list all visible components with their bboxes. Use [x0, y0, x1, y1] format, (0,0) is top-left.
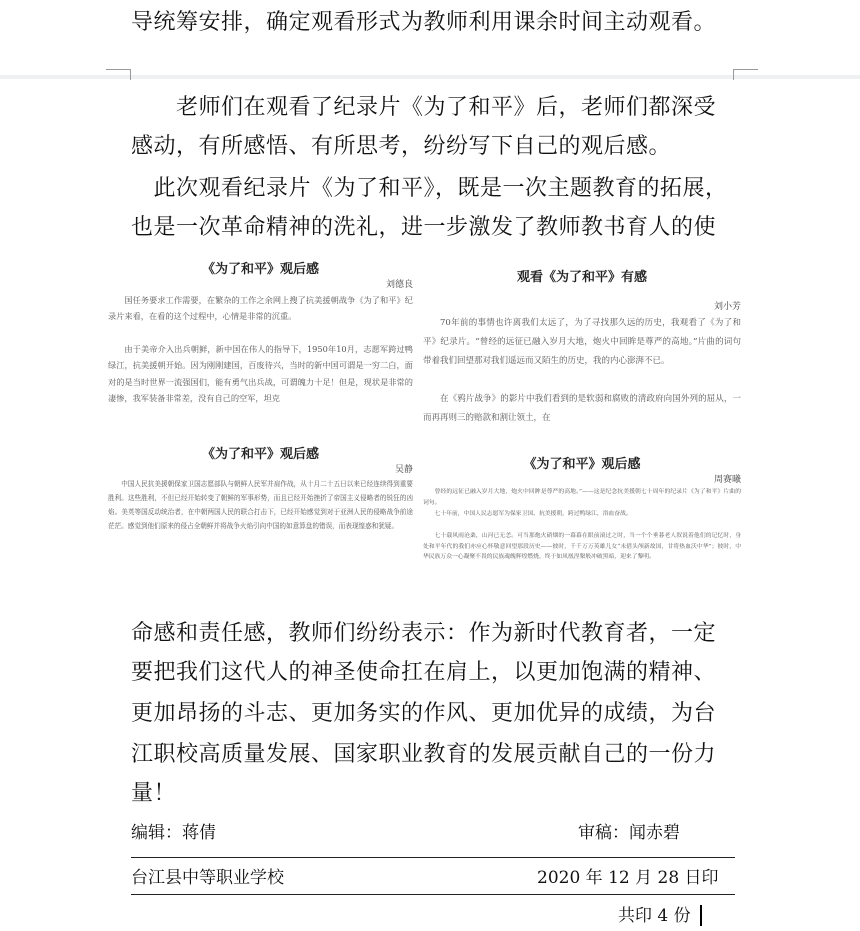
page-corner-mark-right — [733, 69, 758, 80]
article-paragraph: 中国人民抗美援朝保家卫国志愿部队与朝鲜人民军并肩作战，从十月二十五日以来已经连续得到重要胜利。这些胜利，不但已经开始转变了朝鲜的军事形势，而且已经开始挫折了帝国主义侵略者的锐狂的凶焰。美英等国反动统治者，在中朝两国人民的联合打击下，已经开始感觉到对于亚洲人民的侵略战争前途茫茫。感觉到他们原来的侵占全朝鲜并将战争火焰引向中国的如意算盘的错误，而表现惶惑和犹疑。 — [108, 480, 413, 530]
article-paragraph: 由于美帝介入出兵朝鲜，新中国在伟人的指导下，1950年10月，志愿军跨过鸭绿江，抗美援朝开始。因为刚刚建国，百废待兴，当时的新中国可谓是一穷二白，面对的是当时世界一流强国们，能有勇气出兵战，可谓魄力十足！但是，现状是非常的凄惨，我军装备非常差，没有自己的空军，坦克 — [108, 344, 413, 403]
footer-rule-bottom — [131, 894, 735, 895]
print-date: 2020 年 12 月 28 日印 — [537, 868, 719, 888]
article-author: 刘小芳 — [713, 302, 741, 312]
article-image-1 — [108, 259, 413, 439]
editor-credit: 编辑：蒋倩 — [131, 823, 216, 843]
school-name: 台江县中等职业学校 — [131, 868, 284, 888]
article-title: 《为了和平》观后感 — [201, 447, 319, 462]
article-title: 观看《为了和平》有感 — [516, 270, 647, 285]
article-image-2 — [423, 267, 741, 442]
article-author: 周赛曦 — [713, 475, 741, 485]
article-image-4 — [423, 456, 741, 606]
article-title: 《为了和平》观后感 — [523, 457, 641, 472]
article-image-3 — [108, 446, 413, 608]
body-line: 要把我们这代人的神圣使命扛在肩上，以更加饱满的精神、 — [131, 660, 717, 685]
reviewer-credit: 审稿：闻赤碧 — [578, 823, 680, 843]
article-paragraph: 70年前的事情也许离我们太远了，为了寻找那久远的历史，我观看了《为了和平》纪录片。“曾经的远征已融入岁月大地，炮火中回眸是尊严的高地。”片曲的词句带着我们回望那对我们遥远而又陌生的历史，我的内心澎湃不已。 — [423, 318, 741, 366]
previous-page — [0, 0, 860, 76]
previous-page-text: 导统筹安排，确定观看形式为教师利用课余时间主动观看。 — [131, 10, 717, 35]
article-paragraph: 曾经的远征已融入岁月大地，炮火中回眸是尊严的高地。”——这是纪念抗美援朝七十周年的纪录片《为了和平》片曲的词句。 — [423, 489, 741, 506]
body-line: 老师们在观看了纪录片《为了和平》后，老师们都深受 — [131, 95, 717, 120]
body-line: 也是一次革命精神的洗礼，进一步激发了教师教书育人的使 — [131, 215, 717, 240]
footer-rule-top — [131, 857, 735, 858]
body-line: 量！ — [131, 781, 177, 806]
copy-count: 共印 4 份 — [618, 906, 691, 926]
page-corner-mark-left — [106, 69, 131, 80]
article-paragraph: 在《鸦片战争》的影片中我们看到的是软弱和腐败的清政府向国外列的屈从，一而再再则三的赔款和割让领土，在 — [423, 394, 741, 423]
body-line: 感动，有所感悟、有所思考，纷纷写下自己的观后感。 — [131, 134, 672, 159]
article-author: 刘德良 — [385, 280, 413, 290]
body-line: 江职校高质量发展、国家职业教育的发展贡献自己的一份力 — [131, 742, 717, 767]
body-line: 命感和责任感，教师们纷纷表示：作为新时代教育者，一定 — [131, 621, 717, 646]
article-paragraph: 国任务要求工作需要，在繁杂的工作之余网上搜了抗美援朝战争《为了和平》纪录片来看，在看的这个过程中，心情是非常的沉重。 — [108, 295, 413, 322]
article-paragraph: 七十年前，中国人民志愿军为保家卫国、抗美援朝，跨过鸭绿江，浴血奋战。 — [434, 511, 632, 517]
text-cursor — [700, 905, 702, 926]
article-author: 吴静 — [394, 465, 413, 475]
article-paragraph: 七十载风雨沧桑，山河已无恙。可当那炮火硝烟的一幕幕在眼前滚过之时，当一个个垂暮老人叙说着他们的记忆时，身处和平年代的我们亦应心怀敬意回望那段历史——彼时，千千万万英雄儿女“未借头颅新故国，甘将热血沃中华”；彼时，中华民族万众一心凝聚不畏的民族魂魄辉煌燃烧，终于如凤凰涅槃般冲破黑暗，迎来了黎明。 — [423, 533, 741, 561]
body-line: 此次观看纪录片《为了和平》，既是一次主题教育的拓展， — [131, 176, 728, 201]
body-line: 更加昂扬的斗志、更加务实的作风、更加优异的成绩，为台 — [131, 701, 717, 726]
article-title: 《为了和平》观后感 — [201, 262, 319, 277]
